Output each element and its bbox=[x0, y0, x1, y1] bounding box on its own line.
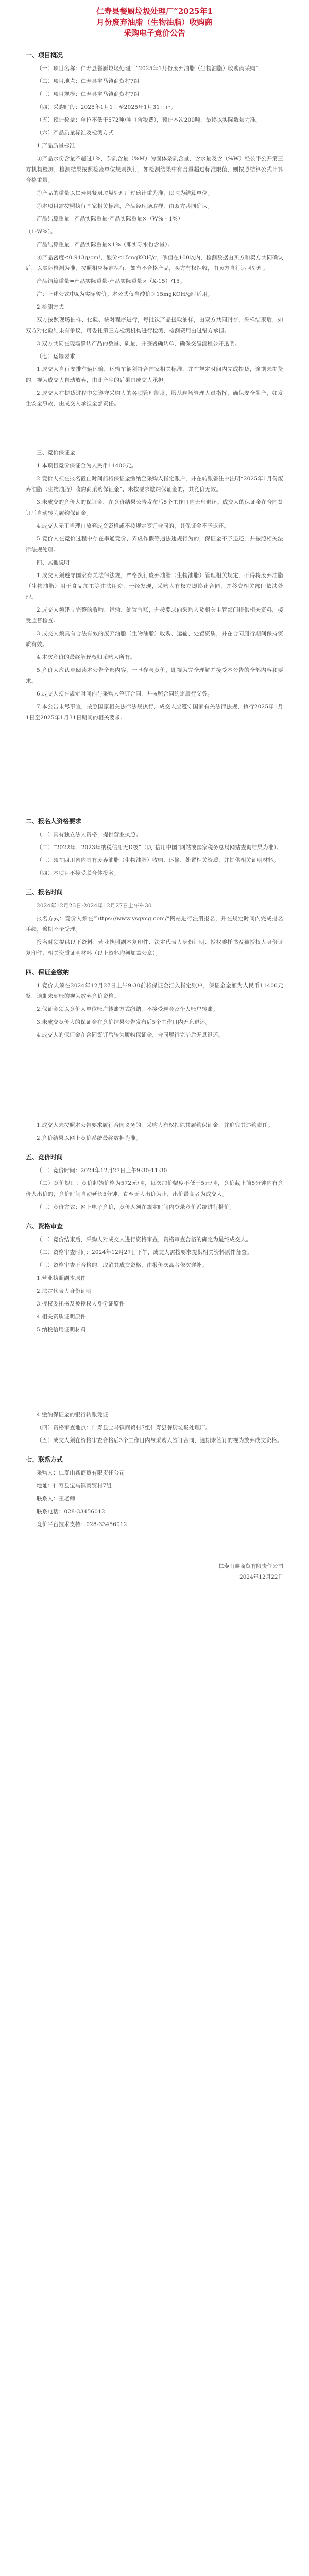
paragraph: （三）须在四川省内具有废弃油脂（生物油脂）收购、运输、处置相关资质，并提供相关证明材料。 bbox=[37, 857, 279, 863]
paragraph: （三）竞价方式：网上电子竞价，竞价人须在规定时间内登录竞价系统进行报价。 bbox=[37, 1204, 235, 1210]
section-contact bbox=[26, 1454, 283, 1530]
signature-block bbox=[26, 1561, 283, 1583]
paragraph: （四）本项目不接受联合体报名。 bbox=[37, 870, 119, 876]
paragraph: ②产品的重量以仁寿县餐厨垃圾处理厂过磅计重为准，以吨为结算单位。 bbox=[37, 190, 213, 196]
section-title: 七、联系方式 bbox=[26, 1456, 63, 1463]
paragraph: 双方按照现场抽样、化验、核对程序进行，每批次产品提取油样，由双方共同封存，采样结束后，如双方对化验结果有争议，可委托第三方检测机构进行检测，检测费用由过错方承担。 bbox=[26, 317, 283, 334]
paragraph: ④产品密度≤0.913g/cm³，酸价≤15mgKOH/g，碘值在100以内，检测数据由买方和卖方共同确认后，以实际检测为准，按照相应标准执行，如有不合格产品，买方有权拒收，由卖方自行运回处理。 bbox=[26, 255, 283, 272]
paragraph: 1.成交人未按照本公告要求履行合同义务的，采购人有权扣除其履约保证金，并追究其违约责任。 bbox=[37, 1122, 273, 1128]
section-review-continued bbox=[26, 1410, 283, 1446]
paragraph: 5.竞价人在竞价过程中存在串通竞价、弄虚作假等违法违规行为的，保证金不予退还，并按照相关法律法规处理。 bbox=[26, 536, 283, 553]
section-notes bbox=[26, 1120, 283, 1144]
paragraph: 4.成交人的保证金在合同签订后转为履约保证金，合同履行完毕后无息退还。 bbox=[37, 1032, 224, 1038]
paragraph: 注：上述公式中X为实际酸价。本公式仅当酸价＞15mgKOH/g时适用。 bbox=[37, 291, 213, 297]
section-registration-time bbox=[26, 887, 283, 959]
paragraph: （五）成交人须在资格审查合格后3个工作日内与采购人签订合同，逾期未签订的视为放弃成交资格。 bbox=[37, 1437, 283, 1444]
section-title: 五、竞价时间 bbox=[26, 1154, 63, 1161]
section-bidding-time bbox=[26, 1152, 283, 1213]
section-title: 六、资格审查 bbox=[26, 1223, 63, 1230]
paragraph: 三、竞价保证金 bbox=[37, 450, 75, 456]
section-review bbox=[26, 1221, 283, 1335]
paragraph: 4.成交人无正当理由放弃成交资格或不按规定签订合同的，其保证金不予退还。 bbox=[37, 523, 230, 529]
paragraph: （三）资格审查不合格的，取消其成交资格，由报价次高者依次递补。 bbox=[37, 1262, 208, 1268]
paragraph: 3.未成交的竞价人的保证金，在竞价结果公告发布后5个工作日内无息退还。成交人的保证金在合同签订后自动转为履约保证金。 bbox=[26, 499, 283, 516]
paragraph: ③本项目需按照执行国家相关标准，产品经现场取样，由双方共同确认。 bbox=[37, 203, 213, 209]
page-title: 仁寿县餐厨垃圾处理厂“2025年1月份废弃油脂（生物油脂）收购商采购电子竞价公告 bbox=[96, 7, 213, 38]
paragraph: 1.竞价人须在2024年12月27日上午9:30前将保证金汇入指定账户，保证金金额为人民币11400元整，逾期未到账的视为放弃竞价资格。 bbox=[26, 982, 283, 999]
list-item: 2.法定代表人身份证明 bbox=[37, 1288, 92, 1294]
paragraph: 报名时须提供以下资料：营业执照副本复印件、法定代表人身份证明、授权委托书及被授权人身份证复印件、相关资质证明材料（以上资料均须加盖公章）。 bbox=[26, 939, 283, 956]
section-title: 四、保证金缴纳 bbox=[26, 969, 70, 976]
paragraph: 2.成交人须建立完整的收购、运输、处置台账，并按要求向采购人及相关主管部门提供相关资料，接受监督检查。 bbox=[26, 607, 283, 624]
paragraph: 2.竞价结果以网上竞价系统最终数据为准。 bbox=[37, 1135, 142, 1141]
signature-date: 2024年12月22日 bbox=[239, 1574, 283, 1580]
list-item: 5.纳税信用证明材料 bbox=[37, 1327, 87, 1333]
formula: （1-W%）。 bbox=[26, 229, 56, 235]
paragraph: 1.成交人自行安排车辆运输，运输车辆须符合国家相关标准，并在规定时间内完成提货，逾期未提货的，视为成交人自动放弃，由此产生的后果由成交人承担。 bbox=[26, 366, 283, 383]
paragraph: ①产品水份含量不超过1%，杂质含量（%M）为固体杂质含量，含水量及含（%W）经公平公开第三方机构检测，检测结果按照检验单位规则执行，如检测结果中有含量超过标准限值，则按照结算公式计算合格重量。 bbox=[26, 156, 283, 183]
section-project-overview bbox=[26, 50, 283, 410]
section-title: 二、报名人资格要求 bbox=[26, 818, 82, 825]
paragraph: （二）项目地点：仁寿县宝马镇商贸村7组 bbox=[37, 78, 140, 84]
paragraph: （二）“2022年、2023年纳税信用无D级”（以“信用中国”网站或国家税务总局网站查询结果为准）。 bbox=[37, 844, 282, 851]
formula: 产品结算重量=产品实际重量-产品实际重量×（W% - 1%） bbox=[37, 216, 183, 222]
paragraph: （四）采购时段：2025年1月1日至2025年1月31日止。 bbox=[37, 104, 177, 110]
paragraph: 1.成交人须遵守国家有关法律法规，严格执行废弃油脂（生物油脂）管理相关规定，不得将废弃油脂（生物油脂）用于食品加工等违法用途，一经发现，采购人有权立即终止合同，并移交相关部门依法处理。 bbox=[26, 572, 283, 600]
paragraph: 3.双方共同在现场确认产品的数量、质量，并签署确认单，确保交易流程公开透明。 bbox=[37, 341, 241, 347]
paragraph: 报名方式：竞价人须在“https://www.ysgycg.com/”网站进行注册报名，并在规定时间内完成报名手续，逾期不予受理。 bbox=[26, 916, 283, 933]
paragraph: 4.本次竞价的最终解释权归采购人所有。 bbox=[37, 654, 136, 660]
paragraph: 四、其他说明 bbox=[37, 560, 70, 566]
formula: 产品结算重量=产品实际重量-产品实际重量×（X-15）/15。 bbox=[37, 278, 185, 284]
list-item: 1.营业执照副本原件 bbox=[37, 1275, 87, 1281]
section-deposit-terms bbox=[26, 448, 283, 723]
paragraph: （三）项目规模：仁寿县宝马镇商贸村7组 bbox=[37, 91, 140, 97]
paragraph: 2024年12月23日-2024年12月27日上午9:30 bbox=[37, 903, 152, 909]
signature-company: 仁寿山鑫商贸有限责任公司 bbox=[218, 1563, 283, 1569]
paragraph: （五）预计数量：单位不低于572吨/吨（含税费），预计本次200吨，最终以实际数量为准。 bbox=[37, 117, 261, 123]
contact-line: 地址：仁寿县宝马镇商贸村7组 bbox=[37, 1483, 112, 1489]
paragraph: （七）运输要求 bbox=[37, 353, 75, 360]
list-item: 4.缴纳保证金的银行转账凭证 bbox=[37, 1412, 108, 1418]
contact-line: 联系人：王老师 bbox=[37, 1496, 75, 1502]
paragraph: 7.本公告未尽事宜，按照国家相关法律法规执行，成交人应遵守国家有关法律法规，执行2025年1月1日至2025年1月31日期间的相关要求。 bbox=[26, 704, 283, 721]
formula: 产品结算重量=产品实际重量×1%（即实际水份含量）。 bbox=[37, 242, 174, 248]
paragraph: （四）资格审查地点：仁寿县宝马镇商贸村7组仁寿县餐厨垃圾处理厂。 bbox=[37, 1425, 211, 1431]
paragraph: （二）资格审查时间：2024年12月27日下午，成交人需按要求提供相关资料原件备查。 bbox=[37, 1249, 252, 1256]
paragraph: 3.成交人须具有合法有效的废弃油脂（生物油脂）收购、运输、处置资质，并在合同履行期间保持资质有效。 bbox=[26, 631, 283, 648]
paragraph: 2.检测方式 bbox=[37, 304, 64, 310]
section-title: 三、报名时间 bbox=[26, 889, 63, 896]
contact-line: 采购人：仁寿山鑫商贸有限责任公司 bbox=[37, 1470, 125, 1476]
contact-line: 竞价平台技术支持：028-33456012 bbox=[37, 1521, 127, 1528]
paragraph: （二）竞价规则：竞价起始价格为572元/吨，每次加价幅度不低于5元/吨，竞价截止前5分钟内有竞价人出价的，竞价时间自动延长5分钟，直至无人出价为止，出价最高者为成交人。 bbox=[26, 1180, 283, 1197]
section-title: 一、项目概况 bbox=[26, 52, 63, 59]
paragraph: 2.竞价人须在报名截止时间前将保证金缴纳至采购人指定账户，并在转账备注中注明“2025年1月份废弃油脂（生物油脂）收购商采购保证金”，未按要求缴纳保证金的，其竞价无效。 bbox=[26, 476, 283, 493]
paragraph: 2.保证金须以竞价人单位账户转账方式缴纳，不接受现金及个人账户转账。 bbox=[37, 1006, 218, 1012]
contact-line: 联系电话：028-33456012 bbox=[37, 1509, 105, 1515]
section-deposit-payment bbox=[26, 967, 283, 1041]
paragraph: 2.成交人在提货过程中须遵守采购人的各项管理制度，服从现场管理人员指挥，确保安全生产，如发生安全事故，由成交人承担全部责任。 bbox=[26, 390, 283, 407]
list-item: 4.相关资质证明原件 bbox=[37, 1314, 87, 1320]
list-item: 3.授权委托书及被授权人身份证原件 bbox=[37, 1301, 125, 1307]
paragraph: （一）竞价时间：2024年12月27日上午9:30-11:30 bbox=[37, 1167, 167, 1174]
paragraph: 1.本项目竞价保证金为人民币11400元。 bbox=[37, 463, 137, 469]
section-qualification bbox=[26, 816, 283, 879]
paragraph: 3.未成交竞价人的保证金在竞价结果公告发布后5个工作日内无息退还。 bbox=[37, 1019, 211, 1025]
paragraph: 1.产品质量标准 bbox=[37, 143, 75, 149]
paragraph: （一）项目名称：仁寿县餐厨垃圾处理厂“2025年1月份废弃油脂（生物油脂）收购商采购” bbox=[37, 65, 259, 72]
paragraph: （一）具有独立法人资格，提供营业执照。 bbox=[37, 832, 142, 838]
paragraph: （六）产品质量标准及检测方式 bbox=[37, 130, 114, 136]
paragraph: （一）竞价结束后，采购人对成交人进行资格审查，资格审查合格的确定为最终成交人。 bbox=[37, 1236, 252, 1243]
paragraph: 5.竞价人应认真阅读本公告全部内容，一旦参与竞价，即视为完全理解并接受本公告的全部内容和要求。 bbox=[26, 667, 283, 684]
paragraph: 6.成交人须在规定时间内与采购人签订合同，并按照合同约定履行义务。 bbox=[37, 691, 213, 697]
